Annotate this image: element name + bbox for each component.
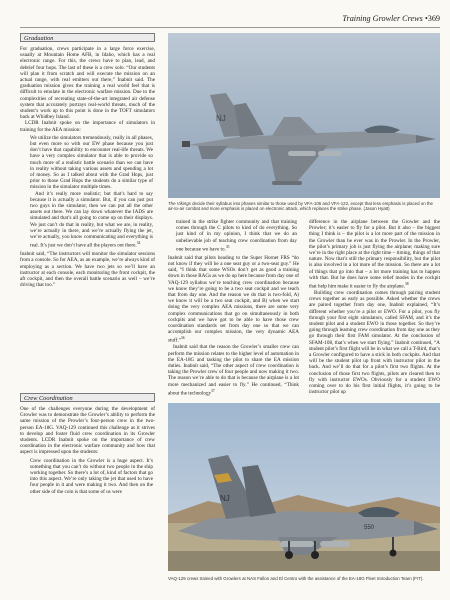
right-column <box>309 219 440 395</box>
growler-flight-image <box>168 33 440 198</box>
body-paragraph-text: Inabnit said that the reason the Growler’s smaller crew can perform the mission relates to the higher level of automation in the EA-18G and tasking the pilot to share the EA mission duties. Inabnit said, “The other aspect of crew coordination is taking the Prowler crew of four people and now making it two. The reason we’re able to do that is because the airplane is a lot more mechanized and easier to fly.” He continued, “Think about the technology <box>168 344 299 397</box>
caption-text: decide their syllabus into phases similar to those used by VFA-106 and VFA-122, except that less emphasis is placed on the air-to-air combat and more emphasis is placed on electronic attack, which replaces the strike phase. (Jason Hyatt) <box>168 201 433 212</box>
running-header <box>342 14 440 23</box>
body-paragraph-text: difference in the airplane between the Growler and the Prowler; it’s easier to fly for a pilot. But it also – the biggest thing I think is – the pilot is a lot more part of the mission in the Growler than he ever was in the Prowler. In the Prowler, the pilot’s primary job is just flying the airplane; making sure we’re in the right place at the right time – timing, things of that nature. Now that’s still the primary responsibility, but the pilot is also involved in a lot more of the mission. So there are a lot of things that go into that – a lot more training has to happen with that. But he does have some relief modes in the cockpit that help him make it easier to fly the airplane. <box>309 219 440 290</box>
endnote-ref: 38 <box>404 282 409 287</box>
caption-italic: The Vikings <box>168 201 191 206</box>
body-paragraph: Building crew coordination comes through pairing student crews together as early as possible. Asked whether the crews are paired together from day one, Inabnit explained, “It’s different whether you’re a pilot or EWO. For a pilot, you fly through your first eight simulators, called SFAM, and it’s the student pilot and a student EWO in those together. So they’re going through learning crew coordination from day one as they go through their first FAM simulator. At the conclusion of SFAM-108, that’s when we start flying.” Inabnit continued, “A student pilot’s first flight will be in what we call a T-Bird, that’s a Growler configured to have a stick in both cockpits. And that will be the student pilot up front with instructor pilot in the back. And we’ll do that for a pilot’s first two flights. At the conclusion of those first two flights, pilots are cleared then to fly with instructor EWOs. Obviously for a student EWO coming over to do his first initial flights, it’s going to be instructor pilot up <box>309 289 440 396</box>
photo-caption-bottom: VAQ-129 crews trained with Growlers at NAS Fallon and El Centro with the assistance of the EA-18G Fleet Introduction Team (FIT). <box>168 576 424 581</box>
body-paragraph-text: Inabnit said that pilots heading to the Super Hornet FRS “do not know if they will be a one seat guy or a two-seat guy.” He said, “I think that some WSOs don’t get as good a training down in those RAGs as we do up here because from day one of VAQ-129 syllabus we’re teaching crew coordination because we know they’re going to be a two seat cockpit and we teach that from day one. And the reason we do that is two-fold, A) we know it will be a two seat cockpit, and B) when we start doing the very complex AEA missions, there are some very complex communications that go on simultaneously in both cockpits and we have got to be able to have those crew coordination standards set from day one so that we can accomplish our complex mission, the very dynamic AEA stuff.” <box>168 254 299 345</box>
block-quote-text: And it’s really more realistic; but that’s hard to say because it is actually a simulator. But, if you can just put two guys in the simulator, then we can put all the other assets out there. We can lay down whatever the IADS are simulated and that’s all going to come up on their displays. We just can’t do that in reality, but what we are, in reality, we’re actually in there, and we’re actually flying the jet, we’re actually, you know communicating and everything is real. It’s just we don’t have all the players out there. <box>30 190 153 250</box>
tail-code-text: NJ <box>216 114 226 123</box>
photo-growler-ground <box>168 403 440 571</box>
left-column-top <box>20 46 155 288</box>
body-paragraph: Inabnit said, “The instructors will monitor the simulator sessions from a console. So for AEA, as an example, we’re always kind of employing as a section. We have two jets so we’ll have an instructor at each console, each monitoring the front cockpit, the aft cockpit, and then the overall battle scenario as well – we’re driving that too.” <box>20 251 155 289</box>
section-heading-graduation: Graduation <box>20 33 155 42</box>
running-title: Training Growler Crews <box>342 14 423 23</box>
middle-column <box>168 219 299 397</box>
body-paragraph: For graduation, crews participate in a large force exercise, usually at Mountain Home AFB, in Idaho, which has a real electronic range. For this, the crews have to plan, lead, and debrief four hops. The last of these is a crew solo. “Our students will plan it from scratch and will execute the mission on an actual range, with real emitters out there,” Inabnit said. The graduation mission gives the training a real world feel that is difficult to emulate in the electronic warfare mission. Due to the complexities of recreating state-of-the-art integrated air defense system that accurately portrays real-world threats, much of the student’s work up to this point is done in the TOFT simulators back at Whidbey Island. <box>20 46 155 121</box>
photo-caption-top <box>168 201 440 212</box>
left-column-bottom <box>20 406 155 495</box>
nose-number-text: 550 <box>364 525 375 531</box>
page-number: 369 <box>427 14 440 23</box>
body-paragraph <box>168 255 299 345</box>
section-heading-crew-coordination: Crew Coordination <box>20 393 155 402</box>
endnote-ref: 37 <box>211 388 215 393</box>
endnote-ref: 35 <box>225 244 230 249</box>
photo-growler-flight <box>168 33 440 198</box>
body-paragraph: One of the challenges everyone during the development of Growler was to demonstrate the Growler’s ability to perform the same mission of the Prowler’s four-person crew in the two-person EA-18G. VAQ-129 continued this challenge as it strives to develop and foster fluid crew coordination in its Growler students. LCDR Inabnit spoke on the importance of crew coordination in the electronic warfare community and how that aspect is impressed upon the students: <box>20 406 155 456</box>
header-bullet: • <box>424 14 428 23</box>
block-quote <box>176 219 297 253</box>
tail-code-text: NJ <box>220 494 230 503</box>
endnote-ref: 36 <box>180 336 185 341</box>
block-quote: We utilize the simulators tremendously, really in all phases, but even more so with our EW phase because you just don’t have that capability to encounter real-life threats. We have a very complex simulator that is able to provide so much more of a realistic battle scenario than we can have in reality without taking various assets and spending a lot of money. So as I talked about with the Grad Hops, just prior to those Grad Hops the students do a similar type of mission in the simulator multiple times. <box>30 134 153 191</box>
endnote-ref: 34 <box>136 241 141 246</box>
header-rule <box>20 27 440 28</box>
body-paragraph <box>309 219 440 290</box>
growler-ground-image <box>168 403 440 571</box>
body-paragraph <box>168 344 299 396</box>
block-quote <box>30 191 153 250</box>
block-quote-text: trained in the strike fighter community and that training comes through the C pilots to kind of do everything. So just kind of in my opinion, I think that we do an unbelievable job of teaching crew coordination from day one because we have to. <box>176 219 297 253</box>
body-paragraph: LCDR Inabnit spoke on the importance of simulators in training for the AEA mission: <box>20 120 155 133</box>
block-quote: Crew coordination in the Growler is a huge aspect. It’s something that you can’t do without two people in the ship working together. So there’s a lot of, kind of factors that go into this aspect. We’re only taking the jet that used to have four people in it and were making it two. And then on the other side of the coin is that some of us were <box>30 457 153 495</box>
